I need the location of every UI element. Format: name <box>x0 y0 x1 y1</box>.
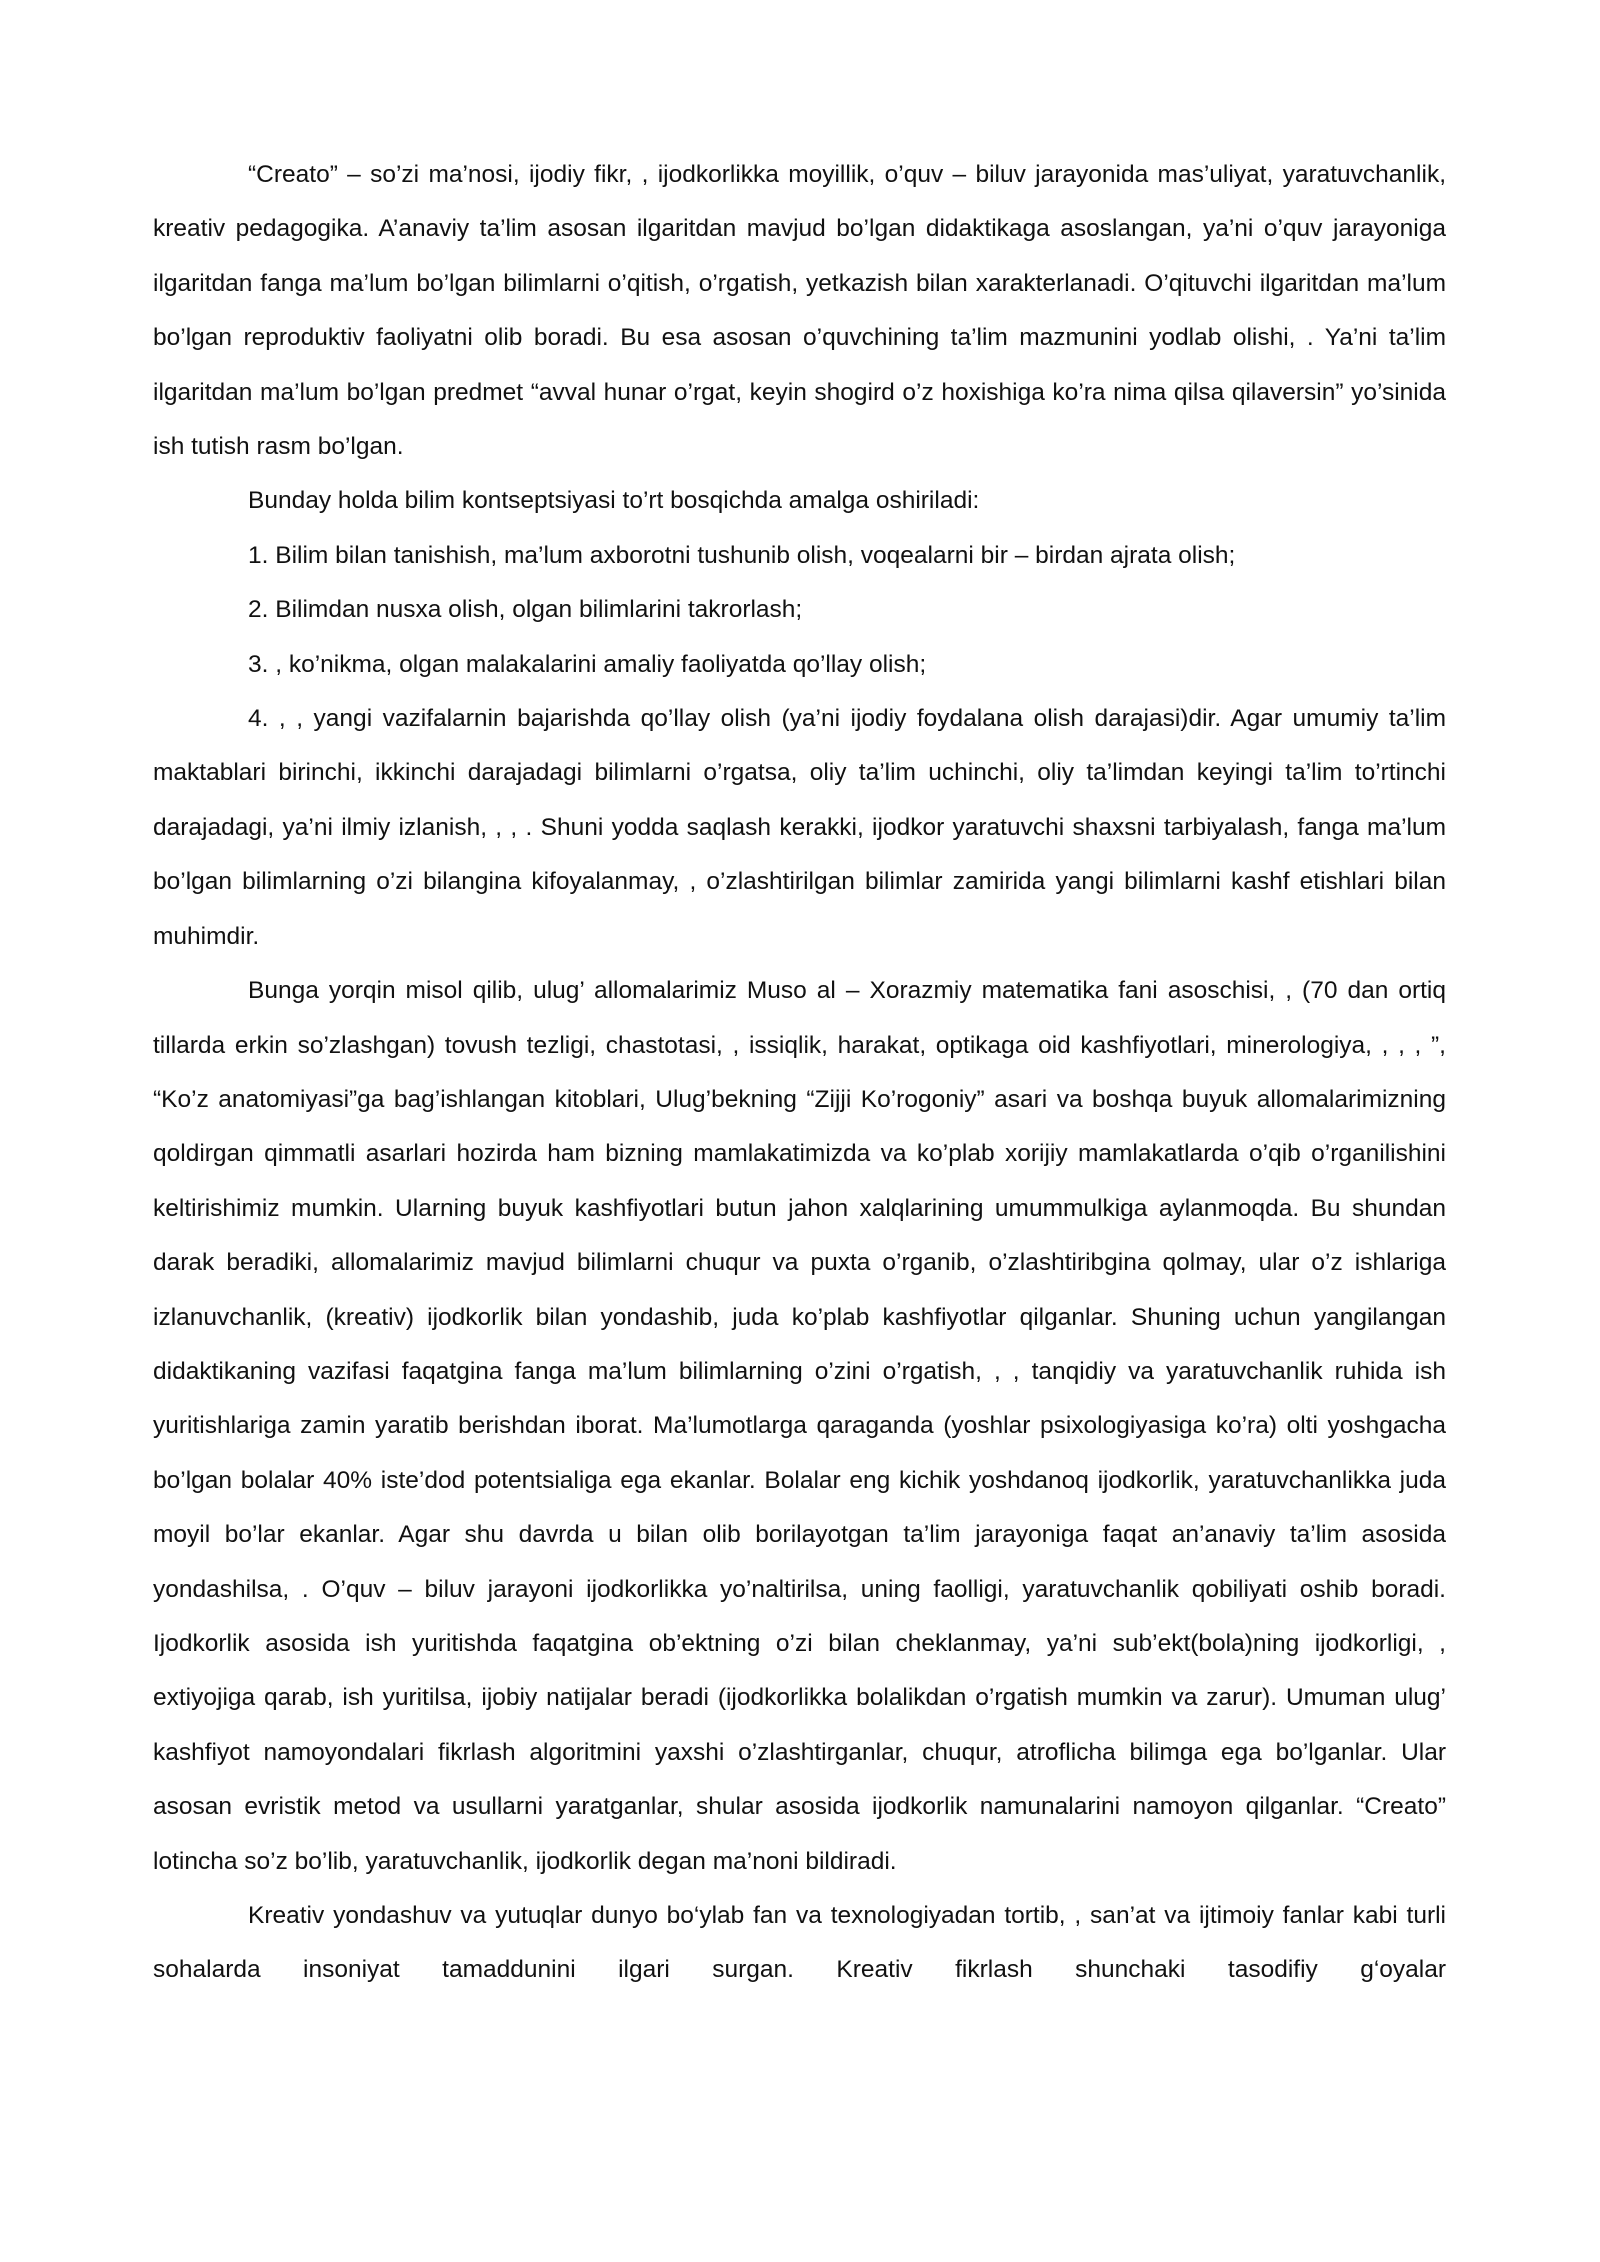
list-item-stage-3: 3. , ko’nikma, olgan malakalarini amaliy faoliyatda qo’llay olish; <box>248 650 927 678</box>
paragraph-scholars-example: Bunga yorqin misol qilib, ulug’ allomalarimiz Muso al – Xorazmiy matematika fani asoschisi, , (70 dan ortiq tillarda erkin so’zlashgan) tovush tezligi, chastotasi, , issiqlik, harakat, optikaga oid kashfiyotlari, minerologiya, , , , ”, “Ko’z anatomiyasi”ga bag’ishlangan kitoblari, Ulug’bekning “Zijji Ko’rogoniy” asari va boshqa buyuk allomalarimizning qoldirgan qimmatli asarlari hozirda ham bizning mamlakatimizda va ko’plab xorijiy mamlakatlarda o’qib o’rganilishini keltirishimiz mumkin. Ularning buyuk kashfiyotlari butun jahon xalqlarining umummulkiga aylanmoqda. Bu shundan darak beradiki, allomalarimiz mavjud bilimlarni chuqur va puxta o’rganib, o’zlashtiribgina qolmay, ular o’z ishlariga izlanuvchanlik, (kreativ) ijodkorlik bilan yondashib, juda ko’plab kashfiyotlar qilganlar. Shuning uchun yangilangan didaktikaning vazifasi faqatgina fanga ma’lum bilimlarning o’zini o’rgatish, , , tanqidiy va yaratuvchanlik ruhida ish yuritishlariga zamin yaratib berishdan iborat. Ma’lumotlarga qaraganda (yoshlar psixologiyasiga ko’ra) olti yoshgacha bo’lgan bolalar 40% iste’dod potentsialiga ega ekanlar. Bolalar eng kichik yoshdanoq ijodkorlik, yaratuvchanlikka juda moyil bo’lar ekanlar. Agar shu davrda u bilan olib borilayotgan ta’lim jarayoniga faqat an’anaviy ta’lim asosida yondashilsa, . O’quv – biluv jarayoni ijodkorlikka yo’naltirilsa, uning faolligi, yaratuvchanlik qobiliyati oshib boradi. Ijodkorlik asosida ish yuritishda faqatgina ob’ektning o’zi bilan cheklanmay, ya’ni sub’ekt(bola)ning ijodkorligi, , extiyojiga qarab, ish yuritilsa, ijobiy natijalar beradi (ijodkorlikka bolalikdan o’rgatish mumkin va zarur). Umuman ulug’ kashfiyot namoyondalari fikrlash algoritmini yaxshi o’zlashtirganlar, chuqur, atroflicha bilimga ega bo’lganlar. Ular asosan evristik metod va usullarni yaratganlar, shular asosida ijodkorlik namunalarini namoyon qilganlar. “Creato” lotincha so’z bo’lib, yaratuvchanlik, ijodkorlik degan ma’noni bildiradi. <box>153 977 1446 1875</box>
paragraph-knowledge-concept: Bunday holda bilim kontseptsiyasi to’rt bosqichda amalga oshiriladi: <box>248 487 980 515</box>
list-item-stage-2: 2. Bilimdan nusxa olish, olgan bilimlarini takrorlash; <box>248 596 803 624</box>
paragraph-creato-intro: “Creato” – so’zi ma’nosi, ijodiy fikr, , ijodkorlikka moyillik, o’quv – biluv jarayonida mas’uliyat, yaratuvchanlik, kreativ pedagogika. A’anaviy ta’lim asosan ilgaritdan mavjud bo’lgan didaktikaga asoslangan, ya’ni o’quv jarayoniga ilgaritdan fanga ma’lum bo’lgan bilimlarni o’qitish, o’rgatish, yetkazish bilan xarakterlanadi. O’qituvchi ilgaritdan ma’lum bo’lgan reproduktiv faoliyatni olib boradi. Bu esa asosan o’quvchining ta’lim mazmunini yodlab olishi, . Ya’ni ta’lim ilgaritdan ma’lum bo’lgan predmet “avval hunar o’rgat, keyin shogird o’z hoxishiga ko’ra nima qilsa qilaversin” yo’sinida ish tutish rasm bo’lgan. <box>153 161 1446 461</box>
list-item-stage-4: 4. , , yangi vazifalarnin bajarishda qo’llay olish (ya’ni ijodiy foydalana olish darajasi)dir. Agar umumiy ta’lim maktablari birinchi, ikkinchi darajadagi bilimlarni o’rgatsa, oliy ta’lim uchinchi, oliy ta’limdan keyingi ta’lim to’rtinchi darajadagi, ya’ni ilmiy izlanish, , , . Shuni yodda saqlash kerakki, ijodkor yaratuvchi shaxsni tarbiyalash, fanga ma’lum bo’lgan bilimlarning o’zi bilangina kifoyalanmay, , o’zlashtirilgan bilimlar zamirida yangi bilimlarni kashf etishlari bilan muhimdir. <box>153 705 1446 950</box>
paragraph-creative-approach: Kreativ yondashuv va yutuqlar dunyo bo‘ylab fan va texnologiyadan tortib, , san’at va ijtimoiy fanlar kabi turli sohalarda insoniyat tamaddunini ilgari surgan. Kreativ fikrlash shunchaki tasodifiy g‘oyalar <box>153 1902 1446 1984</box>
list-item-stage-1: 1. Bilim bilan tanishish, ma’lum axborotni tushunib olish, voqealarni bir – birdan ajrata olish; <box>248 541 1236 569</box>
document-body <box>153 148 1446 1998</box>
